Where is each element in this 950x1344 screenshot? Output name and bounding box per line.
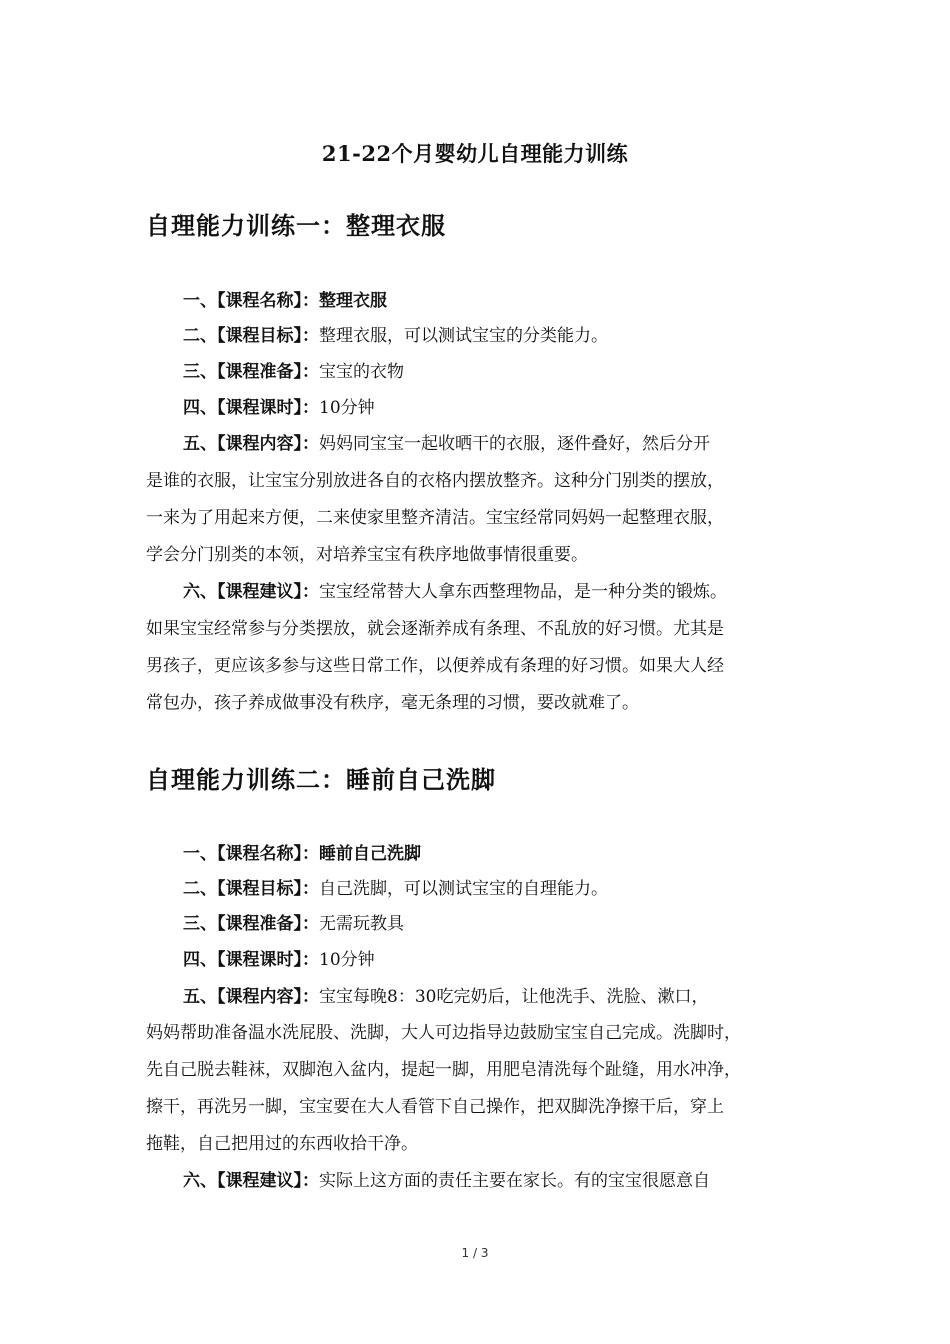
s1-course-content-value: 妈妈同宝宝一起收晒干的衣服，逐件叠好，然后分开 (319, 434, 710, 454)
s1-content-line: 是谁的衣服，让宝宝分别放进各自的衣格内摆放整齐。这种分门别类的摆放， (146, 471, 724, 491)
section1-title: 自理能力训练一：整理衣服 (146, 211, 446, 240)
s2-course-content-value: 宝宝每晚8：30吃完奶后，让他洗手、洗脸、漱口， (319, 987, 709, 1007)
s1-course-prep-value: 宝宝的衣物 (319, 362, 404, 382)
s2-course-name (183, 842, 421, 866)
s2-content-line: 妈妈帮助准备温水洗屁股、洗脚，大人可边指导边鼓励宝宝自己完成。洗脚时， (146, 1023, 741, 1043)
page-number: 1 / 3 (461, 1246, 489, 1260)
s2-course-suggestion (183, 1169, 710, 1193)
s1-course-prep (183, 360, 404, 384)
s1-course-name-value: 整理衣服 (319, 291, 387, 311)
s1-course-goal-value: 整理衣服，可以测试宝宝的分类能力。 (319, 326, 608, 346)
s2-course-goal-label: 二、【课程目标】： (183, 879, 319, 899)
s1-course-goal-label: 二、【课程目标】： (183, 326, 319, 346)
s1-course-duration (183, 396, 375, 420)
s1-course-suggestion-label: 六、【课程建议】： (183, 582, 319, 602)
s2-course-goal (183, 877, 608, 901)
s2-course-content (183, 985, 708, 1009)
s2-course-prep (183, 912, 404, 936)
s1-course-duration-value: 10分钟 (319, 398, 375, 418)
s1-course-goal (183, 324, 608, 348)
s1-content-line: 一来为了用起来方便，二来使家里整齐清洁。宝宝经常同妈妈一起整理衣服， (146, 508, 724, 528)
s1-course-prep-label: 三、【课程准备】： (183, 362, 319, 382)
document-title: 21-22个月婴幼儿自理能力训练 (321, 141, 629, 166)
s1-course-content-label: 五、【课程内容】： (183, 434, 319, 454)
s2-course-suggestion-label: 六、【课程建议】： (183, 1171, 319, 1191)
s1-course-name-label: 一、【课程名称】： (183, 291, 319, 311)
s1-suggestion-line: 常包办，孩子养成做事没有秩序，毫无条理的习惯，要改就难了。 (146, 693, 639, 713)
s2-course-suggestion-value: 实际上这方面的责任主要在家长。有的宝宝很愿意自 (319, 1171, 710, 1191)
s2-course-duration (183, 948, 375, 972)
s1-course-content (183, 432, 710, 456)
s2-content-line: 擦干，再洗另一脚，宝宝要在大人看管下自己操作，把双脚洗净擦干后，穿上 (146, 1097, 724, 1117)
s2-course-name-value: 睡前自己洗脚 (319, 844, 421, 864)
section2-title: 自理能力训练二：睡前自己洗脚 (146, 765, 496, 794)
s1-content-line: 学会分门别类的本领，对培养宝宝有秩序地做事情很重要。 (146, 545, 588, 565)
s2-course-duration-label: 四、【课程课时】： (183, 950, 319, 970)
s1-course-suggestion-value: 宝宝经常替大人拿东西整理物品，是一种分类的锻炼。 (319, 582, 727, 602)
s1-suggestion-line: 男孩子，更应该多参与这些日常工作，以便养成有条理的好习惯。如果大人经 (146, 656, 724, 676)
s1-course-name (183, 289, 387, 313)
s2-course-name-label: 一、【课程名称】： (183, 844, 319, 864)
s1-suggestion-line: 如果宝宝经常参与分类摆放，就会逐渐养成有条理、不乱放的好习惯。尤其是 (146, 619, 724, 639)
s2-content-line: 拖鞋，自己把用过的东西收拾干净。 (146, 1134, 418, 1154)
s2-course-prep-label: 三、【课程准备】： (183, 914, 319, 934)
s2-course-content-label: 五、【课程内容】： (183, 987, 319, 1007)
s1-course-suggestion (183, 580, 727, 604)
s2-content-line: 先自己脱去鞋袜，双脚泡入盆内，提起一脚，用肥皂清洗每个趾缝，用水冲净， (146, 1060, 741, 1080)
s1-course-duration-label: 四、【课程课时】： (183, 398, 319, 418)
s2-course-duration-value: 10分钟 (319, 950, 375, 970)
s2-course-goal-value: 自己洗脚，可以测试宝宝的自理能力。 (319, 879, 608, 899)
s2-course-prep-value: 无需玩教具 (319, 914, 404, 934)
